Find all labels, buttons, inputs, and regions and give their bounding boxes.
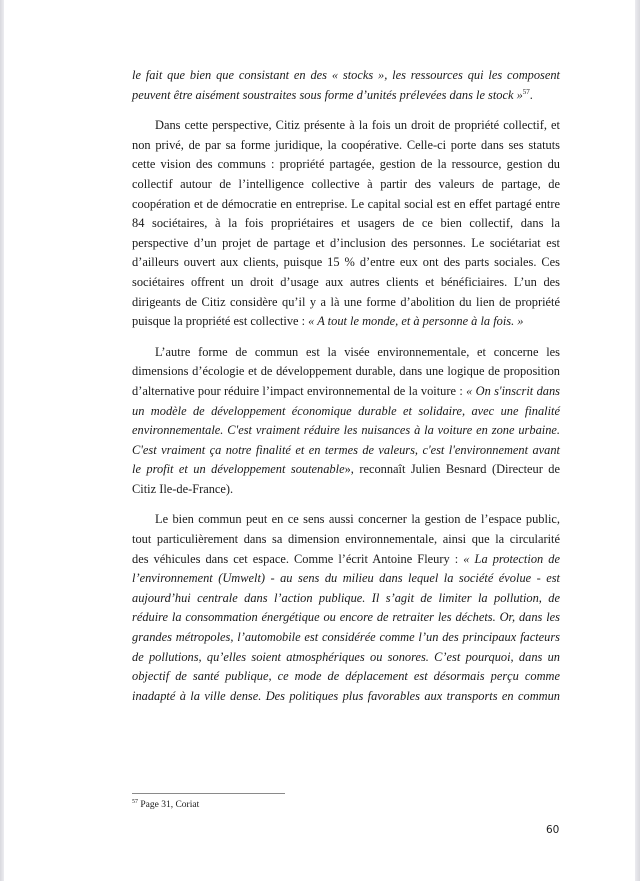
text-span: sociétaires offrent un droit d’usage aux autres clients et bénéficiaires. L’un des xyxy=(132,274,560,289)
footnote-text: Page 31, Coriat xyxy=(140,800,200,810)
text-line xyxy=(132,460,560,480)
text-line xyxy=(132,608,560,628)
viewer-right-edge xyxy=(635,0,640,881)
text-span: L’autre forme de commun est la visée environnementale, et concerne les xyxy=(155,344,560,359)
paragraph xyxy=(132,66,560,105)
paragraph xyxy=(132,343,560,500)
text-line xyxy=(132,569,560,589)
text-span: cette vision des communs : propriété partagée, gestion de la ressource, gestion du xyxy=(132,157,560,172)
text-span: coopération et de démocratie en entreprise. Le capital social est en effet partagé entre xyxy=(132,196,560,211)
text-line xyxy=(132,86,560,106)
text-line xyxy=(132,362,560,382)
text-span: Le bien commun peut en ce sens aussi concerner la gestion de l’espace public, xyxy=(155,512,560,527)
text-span: », reconnaît Julien Besnard (Directeur de xyxy=(344,462,560,477)
text-span: C'est vraiment ça notre finalité et en termes de valeurs, c'est l'environnement avant xyxy=(132,442,560,457)
text-line xyxy=(132,234,560,254)
body-text xyxy=(132,66,560,717)
text-span: peuvent être aisément soustraites sous forme d’unités prélevées dans le stock » xyxy=(132,87,523,102)
text-span: Citiz Ile-de-France). xyxy=(132,481,234,496)
text-line xyxy=(132,667,560,687)
text-span: des véhicules dans cet espace. Comme l’écrit Antoine Fleury : xyxy=(132,551,464,566)
text-line xyxy=(132,382,560,402)
text-span: l’environnement (Umwelt) - au sens du milieu dans lequel la société évolue - est xyxy=(132,571,560,586)
text-span: collectif autour de l’intelligence collective à partir des valeurs de partage, de xyxy=(132,176,560,191)
text-span: objectif de santé publique, ce mode de déplacement est désormais perçu comme xyxy=(132,669,560,684)
text-line xyxy=(132,589,560,609)
text-span: environnementale. C'est vraiment réduire les nuisances à la voiture en zone urbaine. xyxy=(132,423,560,438)
text-span: perspective d’un projet de partage et d’inclusion des personnes. Le sociétariat est xyxy=(132,235,560,250)
text-span: de pollutions, qu’elles soient atmosphériques ou sonores. C’est pourquoi, dans un xyxy=(132,649,560,664)
text-span: inadapté à la ville dense. Des politiques plus favorables aux transports en commun xyxy=(132,688,560,703)
text-line xyxy=(132,628,560,648)
text-span: le fait que bien que consistant en des « stocks », les ressources qui les composent xyxy=(132,68,560,82)
text-span: 84 sociétaires, à la fois propriétaires et usagers de ce bien collectif, dans la xyxy=(132,216,560,231)
paragraph xyxy=(132,510,560,706)
footnote xyxy=(132,800,199,810)
text-span: dimensions d’écologie et de développement durable, dans une logique de proposition xyxy=(132,364,560,379)
text-line xyxy=(132,155,560,175)
text-line xyxy=(132,343,560,363)
text-line xyxy=(132,530,560,550)
footnote-number: 57 xyxy=(132,798,138,805)
text-line xyxy=(132,136,560,156)
text-span: . xyxy=(529,87,533,102)
text-line xyxy=(132,273,560,293)
footnote-ref: 57 xyxy=(522,87,530,96)
text-span: puisque la propriété est collective : xyxy=(132,314,309,329)
text-line xyxy=(132,480,560,500)
text-span: d’alternative pour réduire l’impact environnemental de la voiture : xyxy=(132,383,467,398)
paragraph xyxy=(132,116,560,332)
text-line xyxy=(132,116,560,136)
text-line xyxy=(132,402,560,422)
text-line xyxy=(132,312,560,332)
text-line xyxy=(132,648,560,668)
text-span: non privé, de par sa forme juridique, la coopérative. Celle-ci porte dans ses statuts xyxy=(132,137,560,152)
text-line xyxy=(132,687,560,707)
text-line xyxy=(132,550,560,570)
text-line xyxy=(132,293,560,313)
footnote-separator xyxy=(132,793,285,794)
text-span: d’ailleurs ouvert aux clients, puisque 15 % d’entre eux ont des parts sociales. Ces xyxy=(132,255,560,270)
text-span: tout particulièrement dans sa dimension environnementale, ainsi que la circularité xyxy=(132,532,560,547)
text-line xyxy=(132,66,560,86)
text-span: dirigeants de Citiz considère qu’il y a là une forme d’abolition du lien de propriété xyxy=(132,294,560,309)
text-span: réduire la consommation énergétique ou encore de retraiter les déchets. Or, dans les xyxy=(132,610,560,625)
text-span: aujourd’hui centrale dans l’action publique. Il s’agit de limiter la pollution, de xyxy=(132,590,560,605)
text-span: « On s'inscrit dans xyxy=(466,383,560,398)
text-line xyxy=(132,195,560,215)
text-line xyxy=(132,421,560,441)
text-span: un modèle de développement économique durable et solidaire, avec une finalité xyxy=(132,403,560,418)
text-span: « A tout le monde, et à personne à la fois. » xyxy=(308,314,524,329)
text-line xyxy=(132,510,560,530)
text-span: grandes métropoles, l’automobile est considérée comme l’un des principaux facteurs xyxy=(132,630,560,645)
text-span: le profit et un développement soutenable xyxy=(132,462,345,477)
text-span: Dans cette perspective, Citiz présente à la fois un droit de propriété collectif, et xyxy=(155,118,560,133)
text-line xyxy=(132,214,560,234)
page-number: 60 xyxy=(546,824,560,836)
text-span: « La protection de xyxy=(463,551,560,566)
text-line xyxy=(132,175,560,195)
text-line xyxy=(132,253,560,273)
text-line xyxy=(132,441,560,461)
